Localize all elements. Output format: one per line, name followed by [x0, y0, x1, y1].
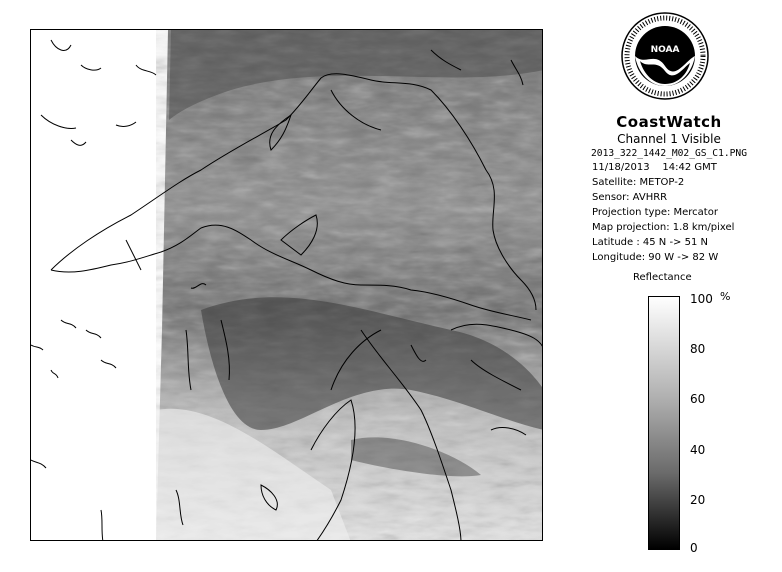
sensor-label: Sensor: AVHRR [592, 192, 668, 203]
legend-tick-20: 20 [690, 493, 706, 507]
satellite-map [30, 29, 543, 541]
channel-label: Channel 1 Visible [617, 132, 721, 146]
legend-tick-100: 100 [690, 292, 713, 306]
map-projection-label: Map projection: 1.8 km/pixel [592, 222, 735, 233]
noaa-logo-text: NOAA [650, 45, 680, 55]
date-time-line [592, 160, 772, 175]
legend-tick-40: 40 [690, 443, 706, 457]
legend-unit: % [720, 290, 731, 303]
legend-tick-60: 60 [690, 392, 706, 406]
product-info [566, 110, 772, 265]
product-title: CoastWatch [616, 113, 722, 131]
legend-tick-80: 80 [690, 342, 706, 356]
filename-label: 2013_322_1442_M02_GS_C1.PNG [591, 148, 747, 159]
date-label: 11/18/2013 [592, 162, 650, 173]
satellite-label: Satellite: METOP-2 [592, 177, 685, 188]
reflectance-colorbar [648, 296, 680, 550]
latitude-label: Latitude : 45 N -> 51 N [592, 237, 708, 248]
noaa-logo [620, 11, 710, 101]
projection-type-label: Projection type: Mercator [592, 207, 718, 218]
legend-title: Reflectance [633, 272, 692, 283]
legend-tick-0: 0 [690, 541, 698, 555]
metadata-list [566, 160, 772, 265]
time-label: 14:42 GMT [662, 162, 717, 173]
longitude-label: Longitude: 90 W -> 82 W [592, 252, 719, 263]
